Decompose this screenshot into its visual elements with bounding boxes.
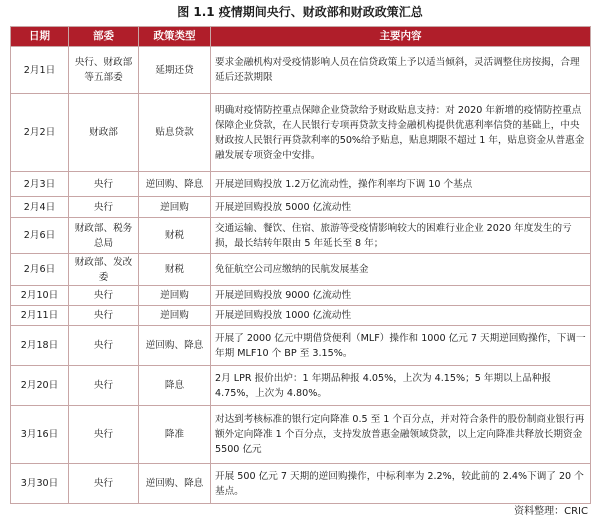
cell-content: 开展逆回购投放 5000 亿流动性 [211, 197, 591, 218]
header-type: 政策类型 [139, 27, 211, 47]
cell-content: 2月 LPR 报价出炉：1 年期品种报 4.05%，上次为 4.15%；5 年期以上品种报 4.75%，上次为 4.80%。 [211, 366, 591, 406]
cell-dept: 财政部、税务总局 [69, 218, 139, 254]
cell-content: 对达到考核标准的银行定向降准 0.5 至 1 个百分点，并对符合条件的股份制商业银行再额外定向降准 1 个百分点，支持发放普惠金融领域贷款，以上定向降准共释放长期资金 5500 亿元 [211, 406, 591, 464]
header-content: 主要内容 [211, 27, 591, 47]
table-row [11, 326, 591, 366]
cell-content: 开展逆回购投放 1.2万亿流动性，操作利率均下调 10 个基点 [211, 172, 591, 197]
cell-dept: 央行、财政部等五部委 [69, 47, 139, 94]
cell-type: 逆回购 [139, 306, 211, 326]
cell-type: 逆回购 [139, 197, 211, 218]
header-row [11, 27, 591, 47]
cell-date: 2月20日 [11, 366, 69, 406]
cell-content: 开展了 2000 亿元中期借贷便利（MLF）操作和 1000 亿元 7 天期逆回购操作，下调一年期 MLF10 个 BP 至 3.15%。 [211, 326, 591, 366]
table-row [11, 47, 591, 94]
cell-type: 降息 [139, 366, 211, 406]
table-row [11, 464, 591, 504]
cell-content: 交通运输、餐饮、住宿、旅游等受疫情影响较大的困难行业企业 2020 年度发生的亏损，最长结转年限由 5 年延长至 8 年； [211, 218, 591, 254]
cell-date: 2月1日 [11, 47, 69, 94]
header-dept: 部委 [69, 27, 139, 47]
cell-dept: 央行 [69, 286, 139, 306]
policy-table [10, 26, 591, 504]
table-title: 图 1.1 疫情期间央行、财政部和财政政策汇总 [177, 5, 423, 19]
table-row [11, 94, 591, 172]
cell-date: 2月4日 [11, 197, 69, 218]
cell-type: 逆回购 [139, 286, 211, 306]
header-date: 日期 [11, 27, 69, 47]
cell-date: 3月30日 [11, 464, 69, 504]
cell-content: 明确对疫情防控重点保障企业贷款给予财政贴息支持：对 2020 年新增的疫情防控重点保障企业贷款，在人民银行专项再贷款支持金融机构提供优惠利率信贷的基础上，中央财政按人民银行再贷款利率的50%给予贴息，贴息期限不超过 1 年，贴息资金从普惠金融发展专项资金中安排。 [211, 94, 591, 172]
cell-type: 延期还贷 [139, 47, 211, 94]
cell-dept: 央行 [69, 464, 139, 504]
cell-dept: 央行 [69, 326, 139, 366]
cell-content: 免征航空公司应缴纳的民航发展基金 [211, 254, 591, 286]
cell-date: 3月16日 [11, 406, 69, 464]
cell-type: 逆回购、降息 [139, 172, 211, 197]
cell-date: 2月3日 [11, 172, 69, 197]
cell-date: 2月2日 [11, 94, 69, 172]
table-row [11, 406, 591, 464]
cell-dept: 央行 [69, 172, 139, 197]
cell-type: 逆回购、降息 [139, 326, 211, 366]
cell-dept: 财政部 [69, 94, 139, 172]
table-row [11, 172, 591, 197]
cell-type: 财税 [139, 218, 211, 254]
source-note: 资料整理：CRIC [514, 506, 588, 517]
table-row [11, 306, 591, 326]
cell-date: 2月11日 [11, 306, 69, 326]
table-row [11, 218, 591, 254]
cell-dept: 财政部、发改委 [69, 254, 139, 286]
cell-date: 2月6日 [11, 218, 69, 254]
table-row [11, 366, 591, 406]
cell-content: 开展逆回购投放 1000 亿流动性 [211, 306, 591, 326]
cell-type: 逆回购、降息 [139, 464, 211, 504]
cell-dept: 央行 [69, 197, 139, 218]
cell-date: 2月10日 [11, 286, 69, 306]
cell-dept: 央行 [69, 366, 139, 406]
cell-content: 开展 500 亿元 7 天期的逆回购操作，中标利率为 2.2%，较此前的 2.4%下调了 20 个基点。 [211, 464, 591, 504]
table-row [11, 286, 591, 306]
cell-type: 贴息贷款 [139, 94, 211, 172]
cell-date: 2月6日 [11, 254, 69, 286]
cell-content: 要求金融机构对受疫情影响人员在信贷政策上予以适当倾斜，灵活调整住房按揭，合理延后还款期限 [211, 47, 591, 94]
cell-content: 开展逆回购投放 9000 亿流动性 [211, 286, 591, 306]
cell-type: 降准 [139, 406, 211, 464]
table-row [11, 197, 591, 218]
cell-date: 2月18日 [11, 326, 69, 366]
cell-type: 财税 [139, 254, 211, 286]
cell-dept: 央行 [69, 306, 139, 326]
table-row [11, 254, 591, 286]
cell-dept: 央行 [69, 406, 139, 464]
